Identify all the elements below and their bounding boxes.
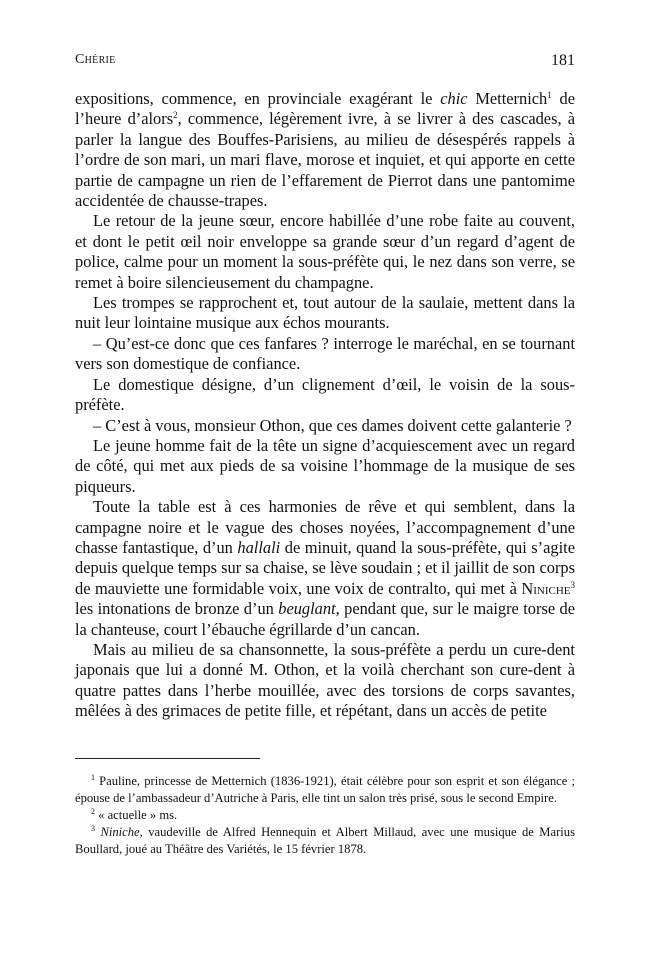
footnote-1 [75,773,575,807]
italic-run: chic [440,89,468,108]
paragraph-2: Le retour de la jeune sœur, encore habillée d’une robe faite au couvent, et dont le petit œil noir enveloppe sa grande sœur d’un regard d’agent de police, calme pour un moment la sous-préfète qui, le nez dans son verre, se remet à boire silencieusement du champagne. [75,211,575,292]
main-text [75,89,575,722]
italic-run: beuglant [278,599,336,619]
text-run: , pendant que, sur le maigre torse de la chanteuse, court l’ébauche égrillarde d’un cancan. [75,599,575,639]
text-run: de minuit, quand la sous-préfète, qui s’agite depuis quelque temps sur sa chaise, se lève soudain ; et il jaillit de son corps de mauviette une formidable voix, une voix de contralto, qui met à [75,537,575,598]
footnote-3 [75,824,575,858]
text-run: , commence, légèrement ivre, à se livrer à des cascades, à parler la langue des Bouffes-Parisiens, au milieu de désespérés rappels à l’ordre de son mari, un mari flave, morose et inquiet, et qui apporte en cette partie de campagne un rien de l’effarement de Pierrot dans une pantomime accidentée de chausse-trapes. [75,109,575,211]
paragraph-4: – Qu’est-ce donc que ces fanfares ? interroge le maréchal, en se tournant vers son domestique de confiance. [75,333,575,374]
footnote-mark: 3 [91,824,95,833]
paragraph-9: Mais au milieu de sa chansonnette, la sous-préfète a perdu un cure-dent japonais que lui a donné M. Othon, et la voilà cherchant son cure-dent à quatre pattes dans l’herbe mouillée, avec des torsions de corps savantes, mêlées à des grimaces de petite fille, et répétant, dans un accès de petite [75,639,575,721]
text-run: expositions, commence, en provinciale exagérant le [75,89,441,108]
footnotes [75,773,575,858]
paragraph-6: – C’est à vous, monsieur Othon, que ces dames doivent cette galanterie ? [93,415,572,435]
small-caps-run: Niniche [521,578,571,598]
footnote-mark: 2 [91,807,95,816]
footnote-text: « actuelle » ms. [95,808,178,822]
footnote-italic: Niniche [100,825,140,839]
text-run: les intonations de bronze d’un [75,599,279,619]
running-title: Chérie [75,52,116,67]
footnote-2 [75,807,575,824]
paragraph-3: Les trompes se rapprochent et, tout autour de la saulaie, mettent dans la nuit leur lointaine musique aux échos mourants. [75,293,575,333]
text-run: de l’heure d’alors [75,89,575,129]
paragraph-1 [75,89,575,211]
paragraph-7: Le jeune homme fait de la tête un signe d’acquiescement avec un regard de côté, qui met aux pieds de sa voisine l’hommage de la musique de ses piqueurs. [75,435,575,496]
text-run: Metternich [467,89,548,108]
footnote-text: Pauline, princesse de Metternich (1836-1921), était célèbre pour son esprit et son élégance ; épouse de l’ambassadeur d’Autriche à Paris, elle tint un salon très prisé, sous le second Empire. [75,774,575,805]
paragraph-8 [75,497,575,640]
footnote-ref-2[interactable]: 2 [173,110,178,121]
page-number: 181 [551,52,575,69]
footnote-mark: 1 [91,773,95,782]
running-header [75,52,575,74]
footnote-text: , vaudeville de Alfred Hennequin et Albert Millaud, avec une musique de Marius Boullard, joué au Théâtre des Variétés, le 15 février 1878. [75,825,575,856]
text-run: Toute la table est à ces harmonies de rêve et qui semblent, dans la campagne noire et le vague des choses noyées, l’accompagnement d’une chasse fantastique, d’un [75,497,575,557]
footnote-ref-1[interactable]: 1 [547,90,552,100]
paragraph-5: Le domestique désigne, d’un clignement d’œil, le voisin de la sous-préfète. [75,374,575,415]
footnote-separator [75,758,260,759]
footnote-ref-3[interactable]: 3 [570,579,575,590]
italic-run: hallali [237,537,281,557]
